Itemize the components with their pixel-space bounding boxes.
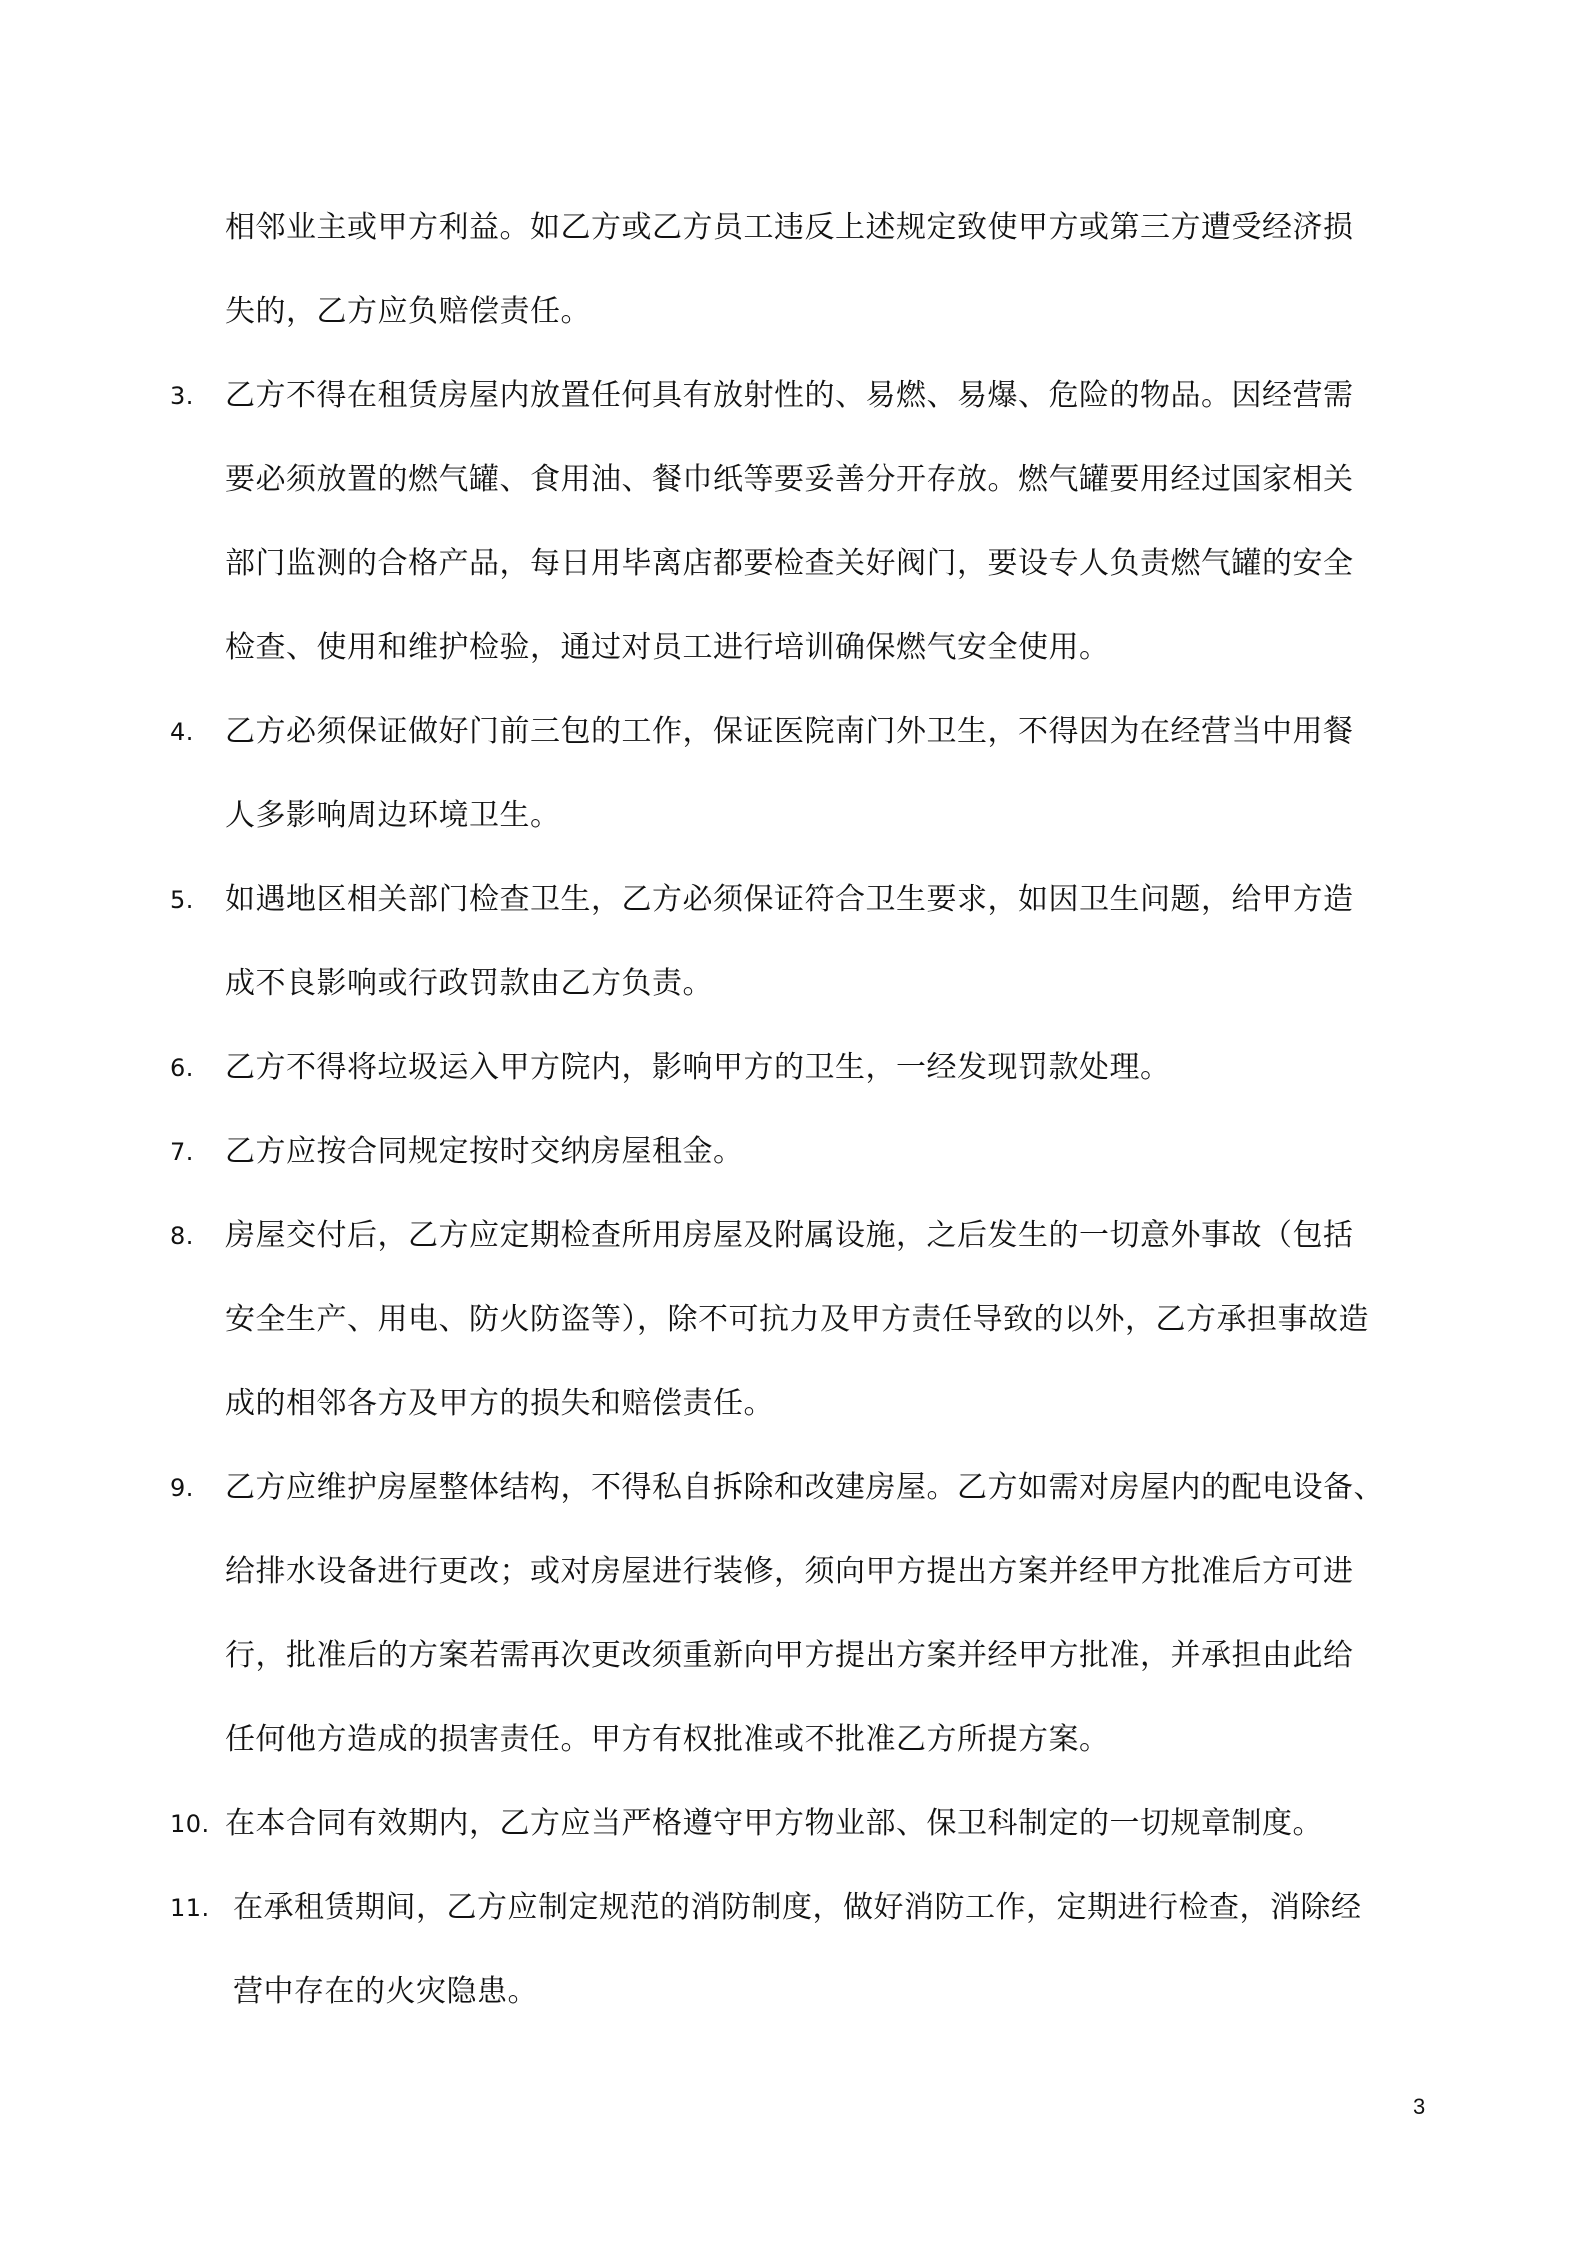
text-line: 乙方不得在租赁房屋内放置任何具有放射性的、易燃、易爆、危险的物品。因经营需	[225, 378, 1354, 413]
list-item-number: 5.	[170, 886, 194, 914]
list-item-number: 6.	[170, 1054, 194, 1082]
text-line: 乙方必须保证做好门前三包的工作，保证医院南门外卫生，不得因为在经营当中用餐	[225, 714, 1354, 749]
text-line: 失的，乙方应负赔偿责任。	[225, 294, 591, 329]
list-item-number: 9.	[170, 1474, 194, 1502]
text-line: 给排水设备进行更改；或对房屋进行装修，须向甲方提出方案并经甲方批准后方可进	[225, 1554, 1354, 1589]
text-line: 乙方应按合同规定按时交纳房屋租金。	[225, 1134, 744, 1169]
text-line: 营中存在的火灾隐患。	[233, 1974, 538, 2009]
list-item-number: 8.	[170, 1222, 194, 1250]
text-line: 在本合同有效期内，乙方应当严格遵守甲方物业部、保卫科制定的一切规章制度。	[225, 1806, 1323, 1841]
text-line: 成不良影响或行政罚款由乙方负责。	[225, 966, 713, 1001]
list-item-number: 4.	[170, 718, 194, 746]
text-line: 在承租赁期间，乙方应制定规范的消防制度，做好消防工作，定期进行检查，消除经	[233, 1890, 1362, 1925]
text-line: 安全生产、用电、防火防盗等），除不可抗力及甲方责任导致的以外，乙方承担事故造	[225, 1302, 1369, 1337]
text-line: 部门监测的合格产品，每日用毕离店都要检查关好阀门，要设专人负责燃气罐的安全	[225, 546, 1354, 581]
text-line: 要必须放置的燃气罐、食用油、餐巾纸等要妥善分开存放。燃气罐要用经过国家相关	[225, 462, 1354, 497]
text-line: 乙方应维护房屋整体结构，不得私自拆除和改建房屋。乙方如需对房屋内的配电设备、	[225, 1470, 1384, 1505]
text-line: 行，批准后的方案若需再次更改须重新向甲方提出方案并经甲方批准，并承担由此给	[225, 1638, 1354, 1673]
text-line: 任何他方造成的损害责任。甲方有权批准或不批准乙方所提方案。	[225, 1722, 1110, 1757]
text-line: 相邻业主或甲方利益。如乙方或乙方员工违反上述规定致使甲方或第三方遭受经济损	[225, 210, 1354, 245]
page-number: 3	[1413, 2094, 1426, 2119]
text-line: 检查、使用和维护检验，通过对员工进行培训确保燃气安全使用。	[225, 630, 1110, 665]
text-line: 房屋交付后，乙方应定期检查所用房屋及附属设施，之后发生的一切意外事故（包括	[225, 1218, 1354, 1253]
list-item-number: 7.	[170, 1138, 194, 1166]
text-line: 成的相邻各方及甲方的损失和赔偿责任。	[225, 1386, 774, 1421]
text-line: 人多影响周边环境卫生。	[225, 798, 561, 833]
text-line: 如遇地区相关部门检查卫生，乙方必须保证符合卫生要求，如因卫生问题，给甲方造	[225, 882, 1354, 917]
list-item-number: 3.	[170, 382, 194, 410]
text-line: 乙方不得将垃圾运入甲方院内，影响甲方的卫生，一经发现罚款处理。	[225, 1050, 1171, 1085]
list-item-number: 10.	[170, 1810, 210, 1838]
list-item-number: 11.	[170, 1894, 210, 1922]
